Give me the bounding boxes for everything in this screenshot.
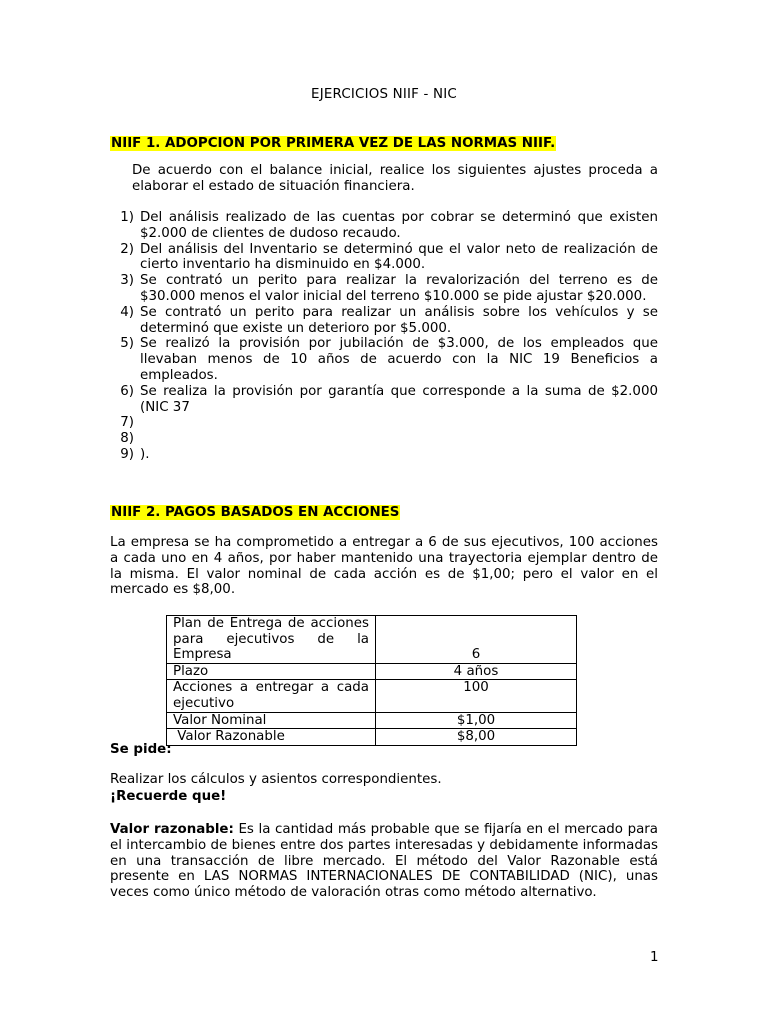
se-pide-label: Se pide: xyxy=(110,742,172,757)
list-item-text xyxy=(140,415,658,431)
list-item xyxy=(110,305,658,337)
section2-heading xyxy=(110,505,400,521)
adjustments-list xyxy=(110,210,658,463)
section1-heading-text: NIIF 1. ADOPCION POR PRIMERA VEZ DE LAS NORMAS NIIF. xyxy=(111,136,556,151)
list-item-number: 6) xyxy=(120,383,134,399)
list-item-text: Se contrató un perito para realizar un análisis sobre los vehículos y se determinó que existe un deterioro por $5.000. xyxy=(140,304,658,336)
table-row xyxy=(167,616,577,664)
table-cell-label: Plan de Entrega de acciones para ejecutivos de la Empresa xyxy=(167,616,376,664)
list-item-text xyxy=(140,431,658,447)
section2-paragraph: La empresa se ha comprometido a entregar a 6 de sus ejecutivos, 100 acciones a cada uno en 4 años, por haber mantenido una trayectoria ejemplar dentro de la misma. El valor nominal de cada acción es de $1,00; pero el valor en el mercado es $8,00. xyxy=(110,535,658,598)
list-item xyxy=(110,210,658,242)
list-item-number: 5) xyxy=(120,336,134,352)
section1-intro: De acuerdo con el balance inicial, realice los siguientes ajustes proceda a elaborar el estado de situación financiera. xyxy=(132,163,658,194)
list-item xyxy=(110,384,658,416)
list-item-text: Del análisis realizado de las cuentas por cobrar se determinó que existen $2.000 de clientes de dudoso recaudo. xyxy=(140,210,658,241)
list-item-number: 3) xyxy=(120,273,134,289)
list-item-number: 7) xyxy=(120,415,134,431)
table-cell-value: 100 xyxy=(376,680,577,712)
list-item xyxy=(110,336,658,383)
list-item xyxy=(110,415,658,431)
section1-heading xyxy=(110,136,556,152)
definition-paragraph xyxy=(110,822,658,901)
list-item-text: Se realiza la provisión por garantía que corresponde a la suma de $2.000 (NIC 37 xyxy=(140,383,658,415)
share-plan-table xyxy=(166,615,577,746)
table-row xyxy=(167,729,577,746)
table-cell-value: $8,00 xyxy=(376,729,577,746)
list-item-text: Se realizó la provisión por jubilación de $3.000, de los empleados que llevaban menos de 10 años de acuerdo con la NIC 19 Beneficios a empleados. xyxy=(140,336,658,383)
table-cell-value: 4 años xyxy=(376,663,577,680)
list-item-number: 8) xyxy=(120,431,134,447)
page-number: 1 xyxy=(650,950,659,965)
list-item-number: 9) xyxy=(120,446,134,462)
table-row xyxy=(167,663,577,680)
table-cell-value: $1,00 xyxy=(376,712,577,729)
table-row xyxy=(167,680,577,712)
list-item-text: Del análisis del Inventario se determinó que el valor neto de realización de cierto inventario ha disminuido en $4.000. xyxy=(140,241,658,273)
list-item xyxy=(110,447,658,463)
list-item-text: ). xyxy=(140,446,150,462)
table-cell-label: Valor Razonable xyxy=(167,729,376,746)
list-item-number: 1) xyxy=(120,210,134,225)
instruction-text: Realizar los cálculos y asientos correspondientes. xyxy=(110,772,442,787)
table-cell-label: Acciones a entregar a cada ejecutivo xyxy=(167,680,376,712)
table-cell-value: 6 xyxy=(376,616,577,664)
list-item-text: Se contrató un perito para realizar la revalorización del terreno es de $30.000 menos el valor inicial del terreno $10.000 se pide ajustar $20.000. xyxy=(140,273,658,304)
list-item-number: 4) xyxy=(120,304,134,320)
document-title: EJERCICIOS NIIF - NIC xyxy=(311,87,457,102)
definition-text: Es la cantidad más probable que se fijaría en el mercado para el intercambio de bienes entre dos partes interesadas y debidamente informadas en una transacción de libre mercado. El método del Valor Razonable está presente en LAS NORMAS INTERNACIONALES DE CONTABILIDAD (NIC), unas veces como único método de valoración otras como método alternativo. xyxy=(110,822,658,901)
list-item xyxy=(110,242,658,274)
section2-heading-text: NIIF 2. PAGOS BASADOS EN ACCIONES xyxy=(111,505,400,520)
list-item xyxy=(110,273,658,305)
reminder-text: ¡Recuerde que! xyxy=(110,789,227,804)
list-item xyxy=(110,431,658,447)
definition-term: Valor razonable: xyxy=(110,822,234,837)
table-cell-label: Valor Nominal xyxy=(167,712,376,729)
list-item-number: 2) xyxy=(120,241,134,257)
table-row xyxy=(167,712,577,729)
table-cell-label: Plazo xyxy=(167,663,376,680)
